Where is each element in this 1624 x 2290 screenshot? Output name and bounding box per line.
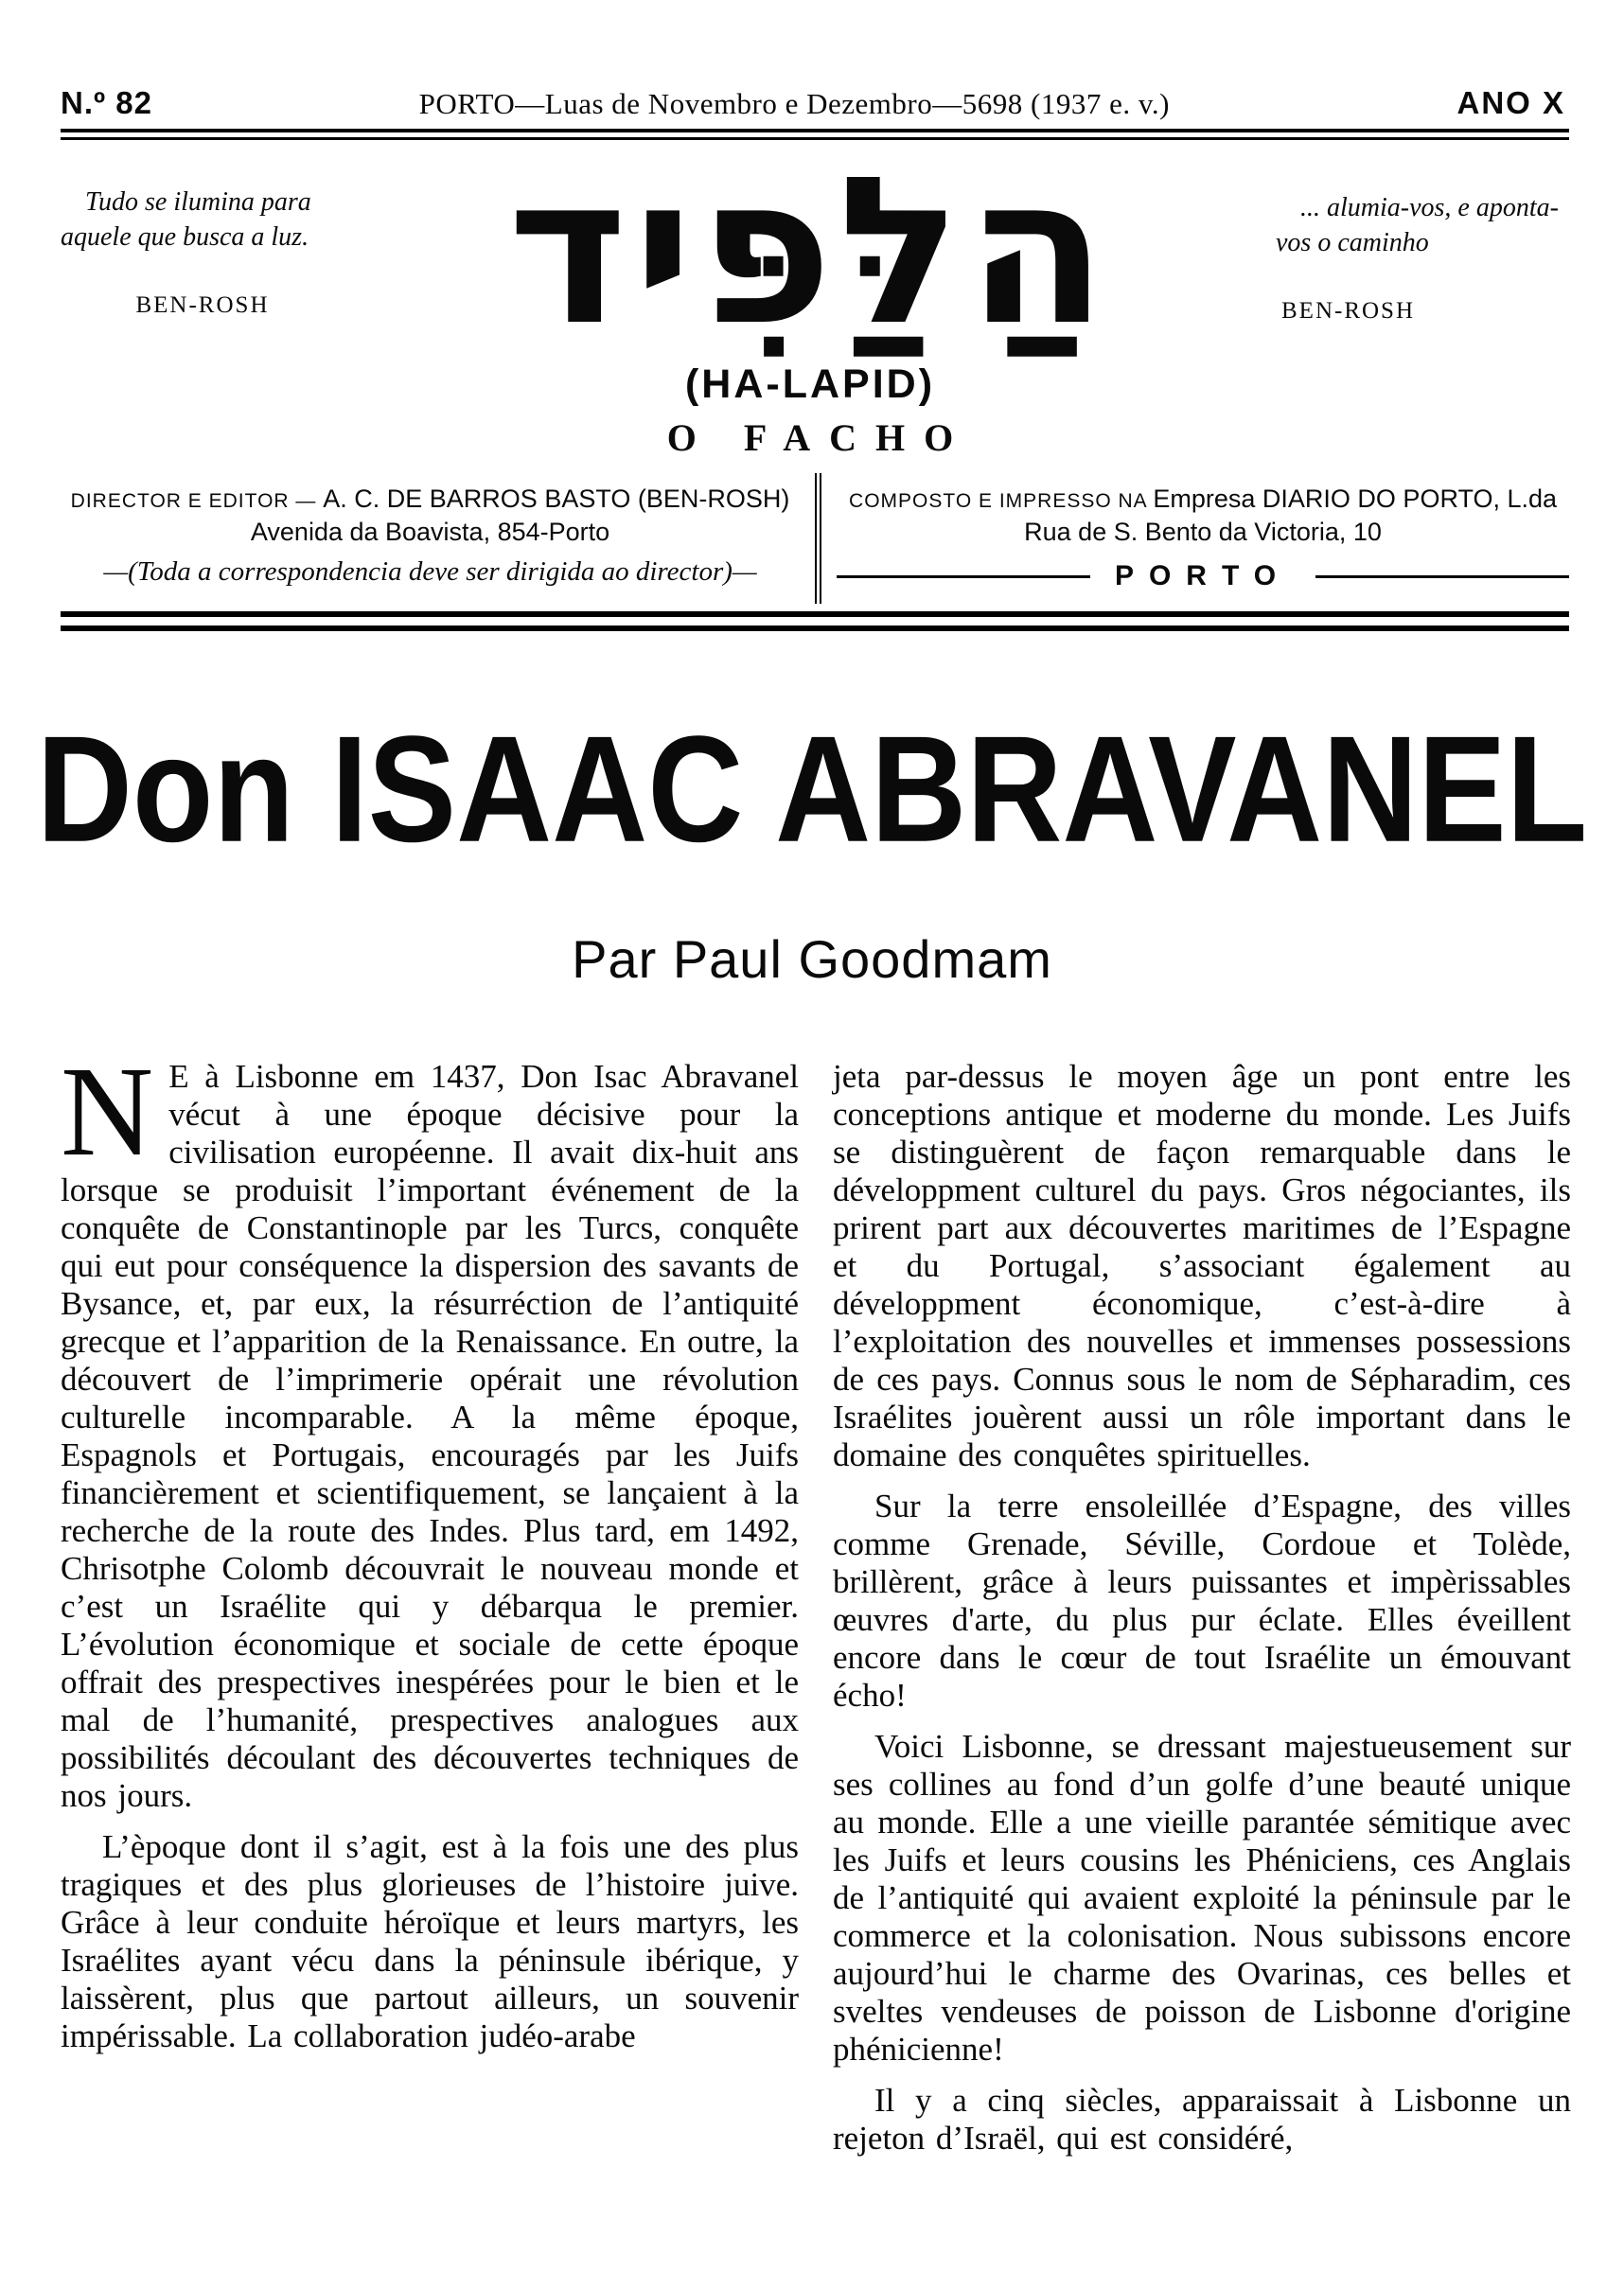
imprint-block — [61, 473, 1569, 604]
director-line — [61, 484, 800, 514]
director-block — [61, 473, 821, 604]
paragraph — [61, 1041, 799, 1815]
director-name: A. C. DE BARROS BASTO (BEN-ROSH) — [323, 484, 790, 514]
article-columns — [0, 990, 1624, 2158]
hebrew-title: הַלַּפִּיד — [507, 132, 1113, 370]
masthead-bottom-rule — [61, 611, 1569, 631]
title-transliteration: (HA-LAPID) — [684, 361, 936, 408]
header-year: ANO X — [1456, 85, 1565, 120]
director-label: DIRECTOR E EDITOR — — [70, 490, 324, 513]
issue-number: N.º 82 — [61, 85, 152, 120]
right-motto-text: ... alumia-vos, e aponta-vos o caminho — [1276, 193, 1559, 257]
right-column — [833, 1058, 1571, 2158]
right-motto-signature: BEN-ROSH — [1281, 297, 1416, 324]
left-motto-signature: BEN-ROSH — [135, 291, 270, 318]
article-byline: Par Paul Goodmam — [572, 929, 1052, 990]
left-column — [61, 1041, 799, 2158]
paragraph: Voici Lisbonne, se dressant majestueusement sur ses collines au fond d’un golfe d’une beauté unique au monde. Elle a une vieille parantée sémitique avec les Juifs et leurs cousins les Phéniciens, ces Anglais de l’antiquité qui avaient exploité la péninsule par le commerce et la colonisation. Nous subissons encore aujourd’hui le charme des Ovarinas, ces belles et sveltes vendeuses de poisson de Lisbonne d'origine phénicienne! — [833, 1728, 1571, 2069]
paragraph-text: E à Lisbonne em 1437, Don Isac Abravanel vécut à une époque décisive pour la civilisation européenne. Il avait dix-huit ans lorsque se produisit l’important événement de la conquête de Constantinople par les Turcs, conquête qui eut pour conséquence la dispersion des savants de Bysance, et, par eux, la résurréction de l’antiquité grecque et l’apparition de la Renaissance. En outre, la découvert de l’imprimerie opérait une révolution culturelle incomparable. A la même époque, Espagnols et Portugais, encouragés par les Juifs financièrement et scientifiquement, se lançaient à la recherche de la route des Indes. Plus tard, em 1492, Chrisotphe Colomb découvrait le nouveau monde et c’est un Israélite qui y débarqua le premier. L’évolution économique et sociale de cette époque offrait des prespectives inespérées pour le bien et le mal de l’humanité, prespectives analogues aux possibilités découlant des découvertes techniques de nos jours. — [61, 1058, 799, 1815]
article-title: Don ISAAC ABRAVANEL — [36, 704, 1588, 874]
printer-block — [821, 473, 1569, 604]
masthead-logo — [344, 132, 1276, 460]
printer-label: COMPOSTO E IMPRESSO NA — [849, 490, 1154, 513]
left-motto-text: Tudo se ilumina para aquele que busca a luz. — [61, 187, 311, 252]
paragraph: Il y a cinq siècles, apparaissait à Lisbonne un rejeton d’Israël, qui est considéré, — [833, 2082, 1571, 2158]
printer-name: Empresa DIARIO DO PORTO, L.da — [1153, 484, 1558, 514]
director-address: Avenida da Boavista, 854-Porto — [250, 518, 610, 547]
dropcap-letter: N — [61, 1041, 154, 1184]
paragraph: jeta par-dessus le moyen âge un pont entre les conceptions antique et moderne du monde. Les Juifs se distinguèrent de façon remarquable dans le développment culturel du pays. Gros négociantes, ils prirent part aux découvertes maritimes de l’Espagne et du Portugal, s’associant également au développment économique, c’est-à-dire à l’exploitation des nouvelles et immenses possessions de ces pays. Connus sous le nom de Sépharadim, ces Israélites jouèrent aussi un rôle important dans le domaine des conquêtes spirituelles. — [833, 1058, 1571, 1474]
article — [0, 704, 1624, 2158]
header-date-line: PORTO—Luas de Novembro e Dezembro—5698 (1937 e. v.) — [418, 87, 1170, 120]
printer-city-line — [837, 560, 1569, 592]
printer-line — [837, 484, 1569, 514]
title-subtitle: O FACHO — [666, 416, 973, 460]
paragraph: Sur la terre ensoleillée d’Espagne, des villes comme Grenade, Séville, Cordoue et Tolède, brillèrent, grâce à leurs puissantes et impèrissables œuvres d'arte, du plus pur éclate. Elles éveillent encore dans le cœur de tout Israélite un émouvant écho! — [833, 1488, 1571, 1715]
printer-address: Rua de S. Bento da Victoria, 10 — [1024, 518, 1382, 547]
paragraph: L’èpoque dont il s’agit, est à la fois une des plus tragiques et des plus glorieuses de l’histoire juive. Grâce à leur conduite héroïque et leurs martyrs, les Israélites ayant vécu dans la péninsule ibérique, y laissèrent, plus que partout ailleurs, un souvenir impérissable. La collaboration judéo-arabe — [61, 1828, 799, 2055]
right-dash-rule — [1315, 575, 1569, 578]
masthead — [0, 132, 1624, 464]
left-dash-rule — [837, 575, 1090, 578]
correspondence-note: —(Toda a correspondencia deve ser dirigida ao director)— — [103, 556, 757, 588]
right-motto — [1276, 165, 1569, 460]
printer-city: PORTO — [1114, 560, 1292, 592]
left-motto — [61, 165, 344, 460]
page-header — [0, 0, 1624, 129]
